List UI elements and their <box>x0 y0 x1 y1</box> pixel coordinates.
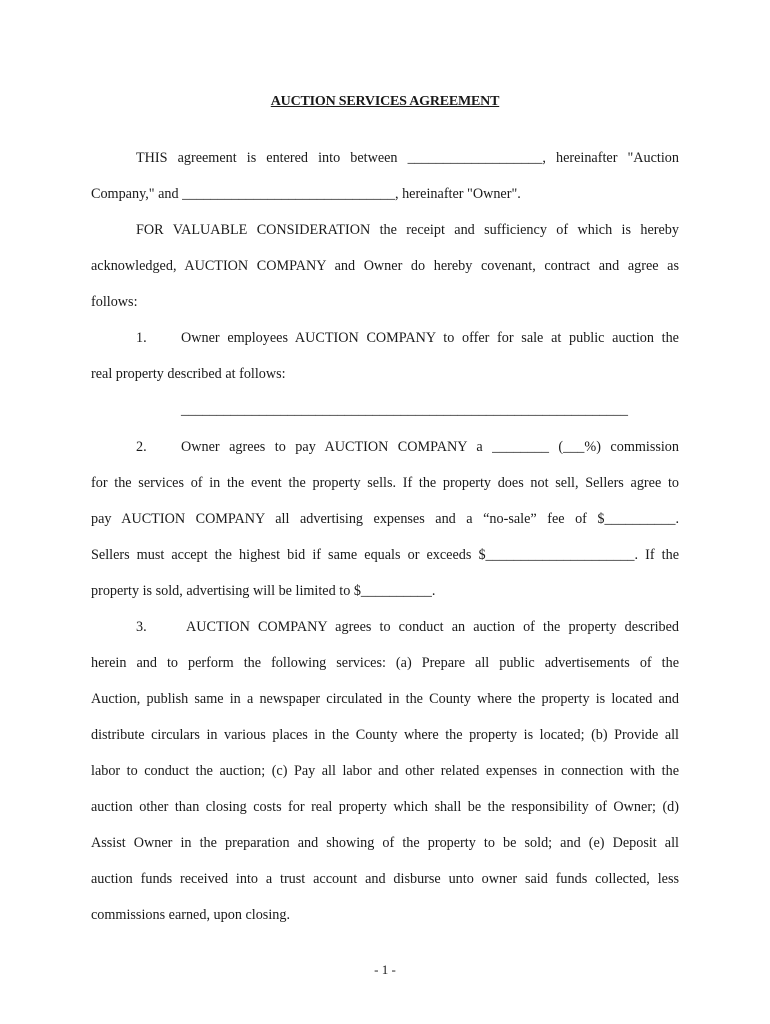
property-description-blank: _______________________________________________________________ <box>181 402 628 418</box>
paragraph-intro-line-1: THIS agreement is entered into between ___________________, hereinafter "Auction <box>136 150 679 166</box>
clause-number-3: 3. <box>136 619 147 635</box>
paragraph-consideration-line-2: acknowledged, AUCTION COMPANY and Owner do hereby covenant, contract and agree as <box>91 258 679 274</box>
clause-3-line-7: Assist Owner in the preparation and showing of the property to be sold; and (e) Deposit all <box>91 835 679 851</box>
clause-3-line-6: auction other than closing costs for real property which shall be the responsibility of Owner; (d) <box>91 799 679 815</box>
clause-3-line-8: auction funds received into a trust account and disburse unto owner said funds collected, less <box>91 871 679 887</box>
clause-3-line-3: Auction, publish same in a newspaper circulated in the County where the property is located and <box>91 691 679 707</box>
clause-2-line-4: Sellers must accept the highest bid if same equals or exceeds $_____________________. If the <box>91 547 679 563</box>
clause-2-line-2: for the services of in the event the property sells. If the property does not sell, Sellers agree to <box>91 475 679 491</box>
paragraph-consideration-line-3: follows: <box>91 294 138 310</box>
paragraph-consideration-line-1: FOR VALUABLE CONSIDERATION the receipt and sufficiency of which is hereby <box>136 222 679 238</box>
clause-3-line-2: herein and to perform the following services: (a) Prepare all public advertisements of the <box>91 655 679 671</box>
clause-3-line-1: AUCTION COMPANY agrees to conduct an auction of the property described <box>186 619 679 635</box>
clause-2-line-3: pay AUCTION COMPANY all advertising expenses and a “no-sale” fee of $__________. <box>91 511 679 527</box>
document-title: AUCTION SERVICES AGREEMENT <box>270 94 500 109</box>
clause-3-line-4: distribute circulars in various places in the County where the property is located; (b) Provide all <box>91 727 679 743</box>
page-number: - 1 - <box>374 962 396 977</box>
clause-3-line-9: commissions earned, upon closing. <box>91 907 290 923</box>
clause-number-1: 1. <box>136 330 147 346</box>
clause-3-line-5: labor to conduct the auction; (c) Pay all labor and other related expenses in connection with the <box>91 763 679 779</box>
clause-number-2: 2. <box>136 439 147 455</box>
paragraph-intro-line-2: Company," and ______________________________, hereinafter "Owner". <box>91 186 521 202</box>
clause-1-line-1: Owner employees AUCTION COMPANY to offer for sale at public auction the <box>181 330 679 346</box>
clause-2-line-1: Owner agrees to pay AUCTION COMPANY a ________ (___%) commission <box>181 439 679 455</box>
clause-1-line-2: real property described at follows: <box>91 366 286 382</box>
clause-2-line-5: property is sold, advertising will be limited to $__________. <box>91 583 436 599</box>
